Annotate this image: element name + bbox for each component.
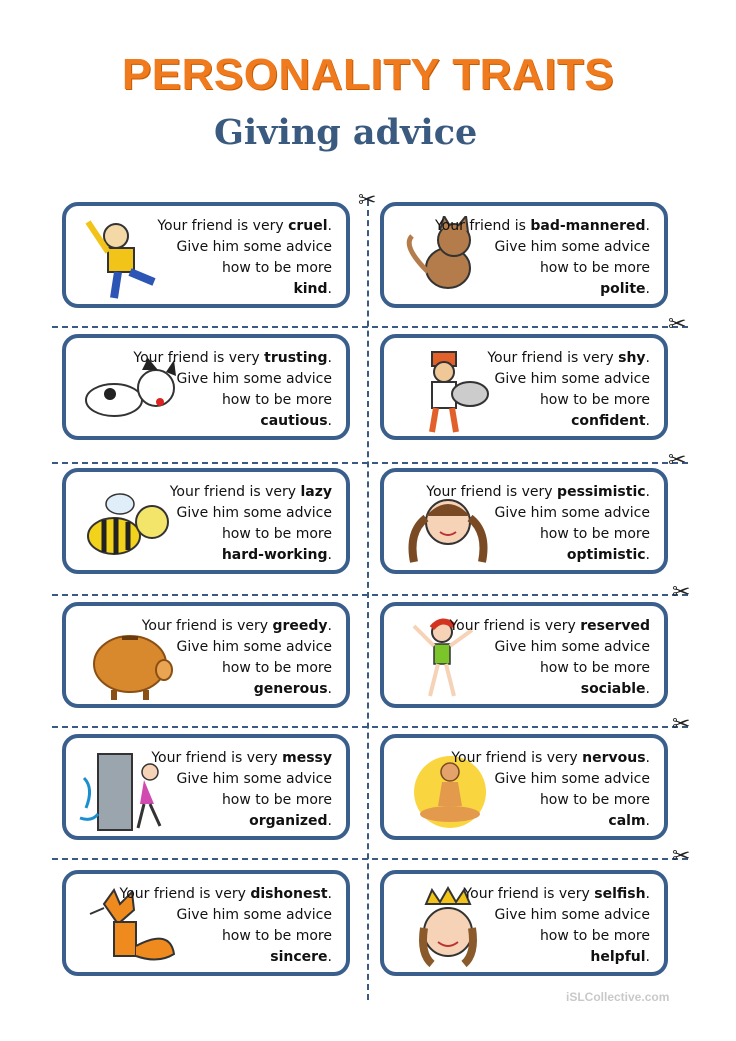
opposite-trait-word: polite — [600, 281, 646, 297]
card-text-prefix: Your friend is — [434, 218, 531, 234]
opposite-trait-word: sincere — [270, 949, 328, 965]
advice-card: Your friend is very trusting. Give him some advice how to be more cautious. — [62, 334, 350, 440]
page-title: PERSONALITY TRAITS — [121, 50, 615, 99]
opposite-trait-word: hard-working — [221, 547, 328, 563]
trait-word: dishonest — [250, 886, 328, 902]
opposite-trait-word: cautious — [260, 413, 328, 429]
bee-icon — [74, 482, 184, 568]
card-text-prefix: Your friend is very — [157, 218, 289, 234]
advice-card: Your friend is very messy Give him some advice how to be more organized. — [62, 734, 350, 840]
advice-line: Give him some advice — [176, 907, 332, 923]
card-text-prefix: Your friend is very — [133, 350, 265, 366]
card-text-prefix: Your friend is very — [169, 484, 301, 500]
trait-word: reserved — [580, 618, 650, 634]
advice-card: Your friend is very reserved Give him some advice how to be more sociable. — [380, 602, 668, 708]
advice-line: how to be more — [221, 792, 332, 808]
advice-line: Give him some advice — [176, 771, 332, 787]
card-text-prefix: Your friend is very — [449, 618, 581, 634]
trait-word: pessimistic — [557, 484, 646, 500]
advice-line: how to be more — [539, 526, 650, 542]
trait-word: messy — [282, 750, 332, 766]
horizontal-cut-line — [52, 726, 688, 728]
advice-line: how to be more — [539, 260, 650, 276]
advice-line: Give him some advice — [176, 505, 332, 521]
opposite-trait-word: organized — [249, 813, 328, 829]
advice-line: Give him some advice — [176, 239, 332, 255]
advice-card: Your friend is very selfish. Give him some advice how to be more helpful. — [380, 870, 668, 976]
card-text-prefix: Your friend is very — [463, 886, 595, 902]
scissors-icon: ✂ — [668, 448, 687, 473]
advice-card: Your friend is very pessimistic. Give him some advice how to be more optimistic. — [380, 468, 668, 574]
card-text-prefix: Your friend is very — [119, 886, 251, 902]
card-text-prefix: Your friend is very — [487, 350, 619, 366]
advice-line: how to be more — [539, 660, 650, 676]
advice-card: Your friend is very shy. Give him some advice how to be more confident. — [380, 334, 668, 440]
opposite-trait-word: kind — [293, 281, 328, 297]
scissors-icon: ✂ — [672, 844, 691, 869]
advice-line: Give him some advice — [176, 371, 332, 387]
opposite-trait-word: calm — [608, 813, 646, 829]
trait-word: cruel — [288, 218, 328, 234]
advice-line: how to be more — [221, 392, 332, 408]
horizontal-cut-line — [52, 594, 688, 596]
advice-line: Give him some advice — [494, 505, 650, 521]
advice-line: how to be more — [221, 928, 332, 944]
advice-line: how to be more — [539, 928, 650, 944]
advice-line: how to be more — [221, 526, 332, 542]
advice-card: Your friend is very lazy Give him some advice how to be more hard-working. — [62, 468, 350, 574]
trait-word: nervous — [582, 750, 646, 766]
vertical-cut-line — [367, 200, 369, 1000]
trait-word: shy — [618, 350, 646, 366]
horizontal-cut-line — [52, 326, 688, 328]
opposite-trait-word: optimistic — [566, 547, 646, 563]
advice-line: how to be more — [221, 660, 332, 676]
advice-line: Give him some advice — [176, 639, 332, 655]
advice-card: Your friend is very greedy. Give him some advice how to be more generous. — [62, 602, 350, 708]
advice-card: Your friend is bad-mannered. Give him some advice how to be more polite. — [380, 202, 668, 308]
page-subtitle: Giving advice — [214, 112, 478, 153]
advice-card: Your friend is very cruel. Give him some advice how to be more kind. — [62, 202, 350, 308]
scissors-icon: ✂ — [672, 712, 691, 737]
opposite-trait-word: sociable — [580, 681, 646, 697]
gladiator-icon — [392, 348, 502, 434]
advice-line: Give him some advice — [494, 371, 650, 387]
advice-line: Give him some advice — [494, 639, 650, 655]
trait-word: greedy — [272, 618, 328, 634]
advice-line: Give him some advice — [494, 239, 650, 255]
opposite-trait-word: helpful — [590, 949, 646, 965]
scissors-icon: ✂ — [358, 188, 377, 213]
trait-word: trusting — [264, 350, 328, 366]
advice-line: how to be more — [539, 792, 650, 808]
card-text-prefix: Your friend is very — [141, 618, 273, 634]
advice-card: Your friend is very nervous. Give him some advice how to be more calm. — [380, 734, 668, 840]
advice-line: how to be more — [539, 392, 650, 408]
trait-word: bad-mannered — [530, 218, 646, 234]
advice-card: Your friend is very dishonest. Give him some advice how to be more sincere. — [62, 870, 350, 976]
trait-word: selfish — [594, 886, 646, 902]
scissors-icon: ✂ — [672, 580, 691, 605]
horizontal-cut-line — [52, 462, 688, 464]
card-text-prefix: Your friend is very — [151, 750, 283, 766]
horizontal-cut-line — [52, 858, 688, 860]
advice-line: Give him some advice — [494, 907, 650, 923]
trait-word: lazy — [300, 484, 332, 500]
advice-line: Give him some advice — [494, 771, 650, 787]
scissors-icon: ✂ — [668, 312, 687, 337]
card-text-prefix: Your friend is very — [451, 750, 583, 766]
watermark: iSLCollective.com — [566, 990, 670, 1004]
card-text-prefix: Your friend is very — [426, 484, 558, 500]
opposite-trait-word: generous — [253, 681, 328, 697]
opposite-trait-word: confident — [571, 413, 646, 429]
advice-line: how to be more — [221, 260, 332, 276]
